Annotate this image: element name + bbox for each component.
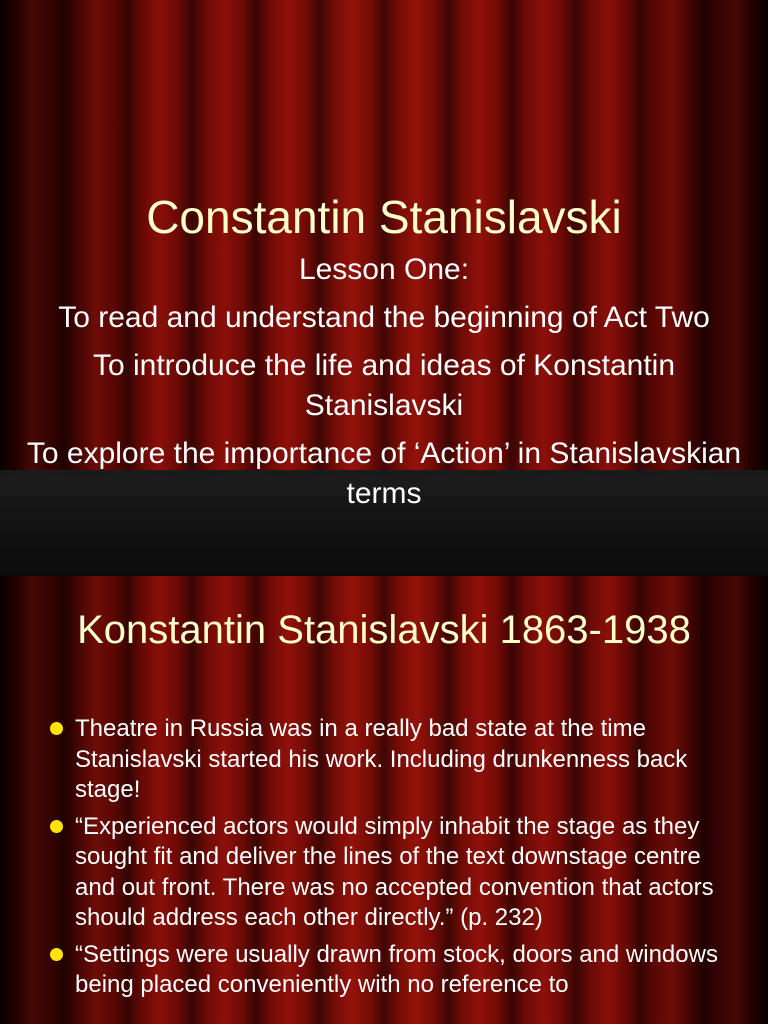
- slide-two: [0, 576, 768, 1024]
- bullet-text: Theatre in Russia was in a really bad state at the time Stanislavski started his work. Including drunkenness back stage!: [75, 715, 688, 803]
- objective-line: Lesson One:: [298, 253, 470, 286]
- list-item: [0, 812, 768, 934]
- bullet-text: “Experienced actors would simply inhabit the stage as they sought fit and deliver the lines of the text downstage centre and out front. There was no accepted convention that actors should address each other directly.” (p. 232): [75, 812, 714, 931]
- bullet-icon: [50, 948, 63, 961]
- bullet-icon: [50, 722, 63, 735]
- list-item: [0, 714, 768, 806]
- objective-line: To read and understand the beginning of Act Two: [58, 301, 710, 334]
- bullet-icon: [50, 820, 63, 833]
- list-item: [0, 940, 768, 1001]
- bullet-list: [0, 714, 768, 1007]
- lesson-objectives: [24, 250, 744, 522]
- bullet-text: “Settings were usually drawn from stock, doors and windows being placed conveniently with no reference to: [75, 940, 718, 998]
- objective-line: To explore the importance of ‘Action’ in Stanislavskian terms: [26, 437, 742, 510]
- objective-line: To introduce the life and ideas of Konstantin Stanislavski: [92, 349, 676, 422]
- slide-title: Constantin Stanislavski: [146, 191, 622, 243]
- slide-title: Konstantin Stanislavski 1863-1938: [77, 608, 691, 652]
